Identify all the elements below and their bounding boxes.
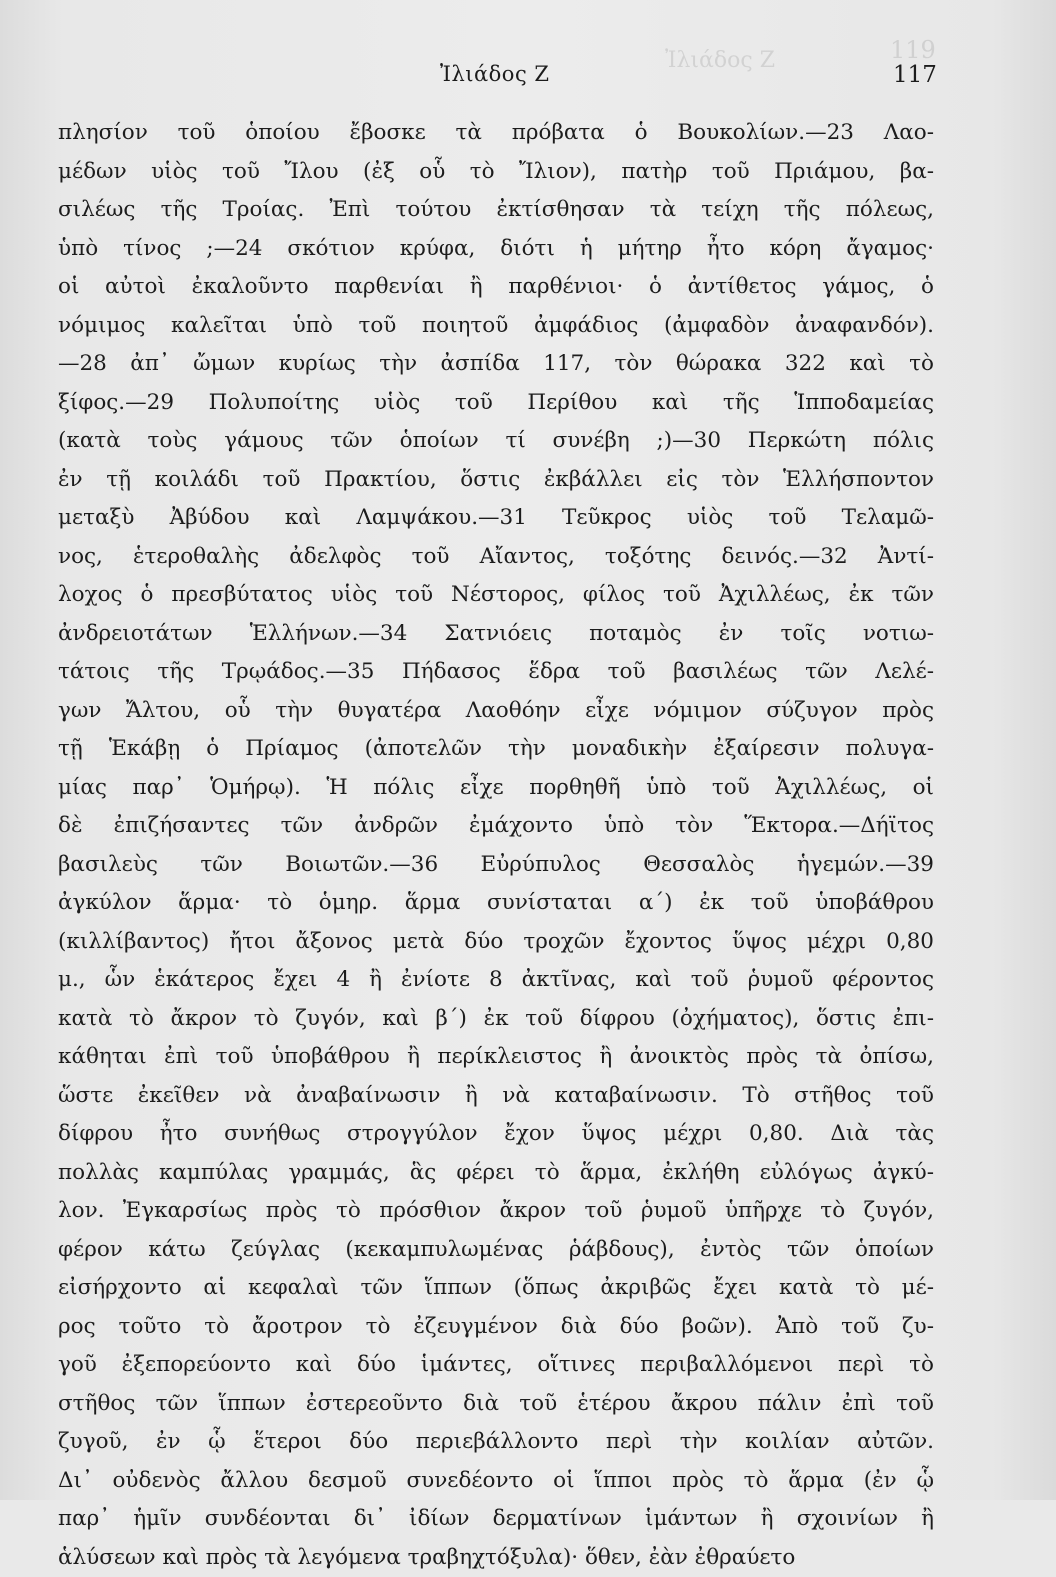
text-line: δίφρου ἦτο συνήθως στρογγύλον ἔχον ὕψος μέχρι 0,80. Διὰ τὰς: [58, 1115, 934, 1154]
text-line: κατὰ τὸ ἄκρον τὸ ζυγόν, καὶ β΄) ἐκ τοῦ δίφρου (ὀχήματος), ὅστις ἐπι-: [58, 1000, 934, 1039]
text-line: μ., ὧν ἑκάτερος ἔχει 4 ἢ ἐνίοτε 8 ἀκτῖνας, καὶ τοῦ ῥυμοῦ φέροντος: [58, 961, 934, 1000]
text-line: γοῦ ἐξεπορεύοντο καὶ δύο ἱμάντες, οἵτινες περιβαλλόμενοι περὶ τὸ: [58, 1346, 934, 1385]
text-line: τάτοις τῆς Τρῳάδος.—35 Πήδασος ἕδρα τοῦ βασιλέως τῶν Λελέ-: [58, 653, 934, 692]
text-line: εἰσήρχοντο αἱ κεφαλαὶ τῶν ἵππων (ὅπως ἀκριβῶς ἔχει κατὰ τὸ μέ-: [58, 1269, 934, 1308]
text-line: νος, ἑτεροθαλὴς ἀδελφὸς τοῦ Αἴαντος, τοξότης δεινός.—32 Ἀντί-: [58, 538, 934, 577]
running-head: Ἰλιάδος Ζ: [440, 62, 549, 86]
text-line: μέδων υἱὸς τοῦ Ἴλου (ἐξ οὗ τὸ Ἴλιον), πατὴρ τοῦ Πριάμου, βα-: [58, 153, 934, 192]
commentary-text: [58, 114, 934, 1577]
text-line: μίας παρ᾿ Ὁμήρῳ). Ἡ πόλις εἶχε πορθηθῆ ὑπὸ τοῦ Ἀχιλλέως, οἱ: [58, 769, 934, 808]
text-line: (κατὰ τοὺς γάμους τῶν ὁποίων τί συνέβη ;)—30 Περκώτη πόλις: [58, 422, 934, 461]
text-line: τῇ Ἑκάβῃ ὁ Πρίαμος (ἀποτελῶν τὴν μοναδικὴν ἐξαίρεσιν πολυγα-: [58, 730, 934, 769]
text-line: Δι᾿ οὐδενὸς ἄλλου δεσμοῦ συνεδέοντο οἱ ἵπποι πρὸς τὸ ἅρμα (ἐν ᾧ: [58, 1462, 934, 1501]
text-line: ἁλύσεων καὶ πρὸς τὰ λεγόμενα τραβηχτόξυλα)· ὅθεν, ἐὰν ἐθραύετο: [58, 1539, 934, 1577]
text-line: βασιλεὺς τῶν Βοιωτῶν.—36 Εὐρύπυλος Θεσσαλὸς ἡγεμών.—39: [58, 846, 934, 885]
text-line: πλησίον τοῦ ὁποίου ἔβοσκε τὰ πρόβατα ὁ Βουκολίων.—23 Λαο-: [58, 114, 934, 153]
text-line: δὲ ἐπιζήσαντες τῶν ἀνδρῶν ἐμάχοντο ὑπὸ τὸν Ἕκτορα.—Δήϊτος: [58, 807, 934, 846]
text-line: ρος τοῦτο τὸ ἄροτρον τὸ ἐζευγμένον διὰ δύο βοῶν). Ἀπὸ τοῦ ζυ-: [58, 1308, 934, 1347]
text-line: ἀνδρειοτάτων Ἑλλήνων.—34 Σατνιόεις ποταμὸς ἐν τοῖς νοτιω-: [58, 615, 934, 654]
page-header: [0, 62, 1056, 92]
text-line: γων Ἄλτου, οὗ τὴν θυγατέρα Λαοθόην εἶχε νόμιμον σύζυγον πρὸς: [58, 692, 934, 731]
text-line: μεταξὺ Ἀβύδου καὶ Λαμψάκου.—31 Τεῦκρος υἱὸς τοῦ Τελαμῶ-: [58, 499, 934, 538]
page-number: 117: [893, 62, 937, 88]
text-line: ὥστε ἐκεῖθεν νὰ ἀναβαίνωσιν ἢ νὰ καταβαίνωσιν. Τὸ στῆθος τοῦ: [58, 1077, 934, 1116]
book-page: Ἰλιάδος Ζ 119 Ἰλιάδος Ζ 117 πλησίον τοῦ ὁποίου ἔβοσκε τὰ πρόβατα ὁ Βουκολίων.—23 Λαο- μέδων υἱὸς τοῦ Ἴλου (ἐξ οὗ τὸ Ἴλιον), πατὴρ τοῦ Πριάμου, βα- σιλέως τῆς Τροίας. Ἐπὶ τούτου ἐκτίσθησαν τὰ τείχη τῆς πόλεως, ὑπὸ τίνος ;—24 σκότιον κρύφα, διότι ἡ μήτηρ ἦτο κόρη ἄγαμος· οἱ αὐτοὶ ἐκαλοῦντο παρθενίαι ἢ παρθένιοι· ὁ ἀντίθετος γάμος, ὁ νόμιμος καλεῖται ὑπὸ τοῦ ποιητοῦ ἀμφάδιος (ἀμφαδὸν ἀναφανδόν). —28 ἀπ᾿ ὤμων κυρίως τὴν ἀσπίδα 117, τὸν θώρακα 322 καὶ τὸ ξίφος.—29 Πολυποίτης υἱὸς τοῦ Περίθου καὶ τῆς Ἱπποδαμείας (κατὰ τοὺς γάμους τῶν ὁποίων τί συνέβη ;)—30 Περκώτη πόλις ἐν τῇ κοιλάδι τοῦ Πρακτίου, ὅστις ἐκβάλλει εἰς τὸν Ἑλλήσποντον μεταξὺ Ἀβύδου καὶ Λαμψάκου.—31 Τεῦκρος υἱὸς τοῦ Τελαμῶ- νος, ἑτεροθαλὴς ἀδελφὸς τοῦ Αἴαντος, τοξότης δεινός.—32 Ἀντί- λοχος ὁ πρεσβύτατος υἱὸς τοῦ Νέστορος, φίλος τοῦ Ἀχιλλέως, ἐκ τῶν ἀνδρειοτάτων Ἑλλήνων.—34 Σατνιόεις ποταμὸς ἐν τοῖς νοτιω- τάτοις τῆς Τρῳάδος.—35 Πήδασος ἕδρα τοῦ βασιλέως τῶν Λελέ- γων Ἄλτου, οὗ τὴν θυγατέρα Λαοθόην εἶχε νόμιμον σύζυγον πρὸς τῇ Ἑκάβῃ ὁ Πρίαμος (ἀποτελῶν τὴν μοναδικὴν ἐξαίρεσιν πολυγα- μίας παρ᾿ Ὁμήρῳ). Ἡ πόλις εἶχε πορθηθῆ ὑπὸ τοῦ Ἀχιλλέως, οἱ δὲ ἐπιζήσαντες τῶν ἀνδρῶν ἐμάχοντο ὑπὸ τὸν Ἕκτορα.—Δήϊτος βασιλεὺς τῶν Βοιωτῶν.—36 Εὐρύπυλος Θεσσαλὸς ἡγεμών.—39 ἀγκύλον ἅρμα· τὸ ὁμηρ. ἅρμα συνίσταται α΄) ἐκ τοῦ ὑποβάθρου (κιλλίβαντος) ἤτοι ἄξονος μετὰ δύο τροχῶν ἔχοντος ὕψος μέχρι 0,80 μ., ὧν ἑκάτερος ἔχει 4 ἢ ἐνίοτε 8 ἀκτῖνας, καὶ τοῦ ῥυμοῦ φέροντος κατὰ τὸ ἄκρον τὸ ζυγόν, καὶ β΄) ἐκ τοῦ δίφρου (ὀχήματος), ὅστις ἐπι- κάθηται ἐπὶ τοῦ ὑποβάθρου ἢ περίκλειστος ἢ ἀνοικτὸς πρὸς τὰ ὀπίσω, ὥστε ἐκεῖθεν νὰ ἀναβαίνωσιν ἢ νὰ καταβαίνωσιν. Τὸ στῆθος τοῦ δίφρου ἦτο συνήθως στρογγύλον ἔχον ὕψος μέχρι 0,80. Διὰ τὰς πολλὰς καμπύλας γραμμάς, ἃς φέρει τὸ ἅρμα, ἐκλήθη εὐλόγως ἀγκύ- λον. Ἐγκαρσίως πρὸς τὸ πρόσθιον ἄκρον τοῦ ῥυμοῦ ὑπῆρχε τὸ ζυγόν, φέρον κάτω ζεύγλας (κεκαμπυλωμένας ῥάβδους), ἐντὸς τῶν ὁποίων εἰσήρχοντο αἱ κεφαλαὶ τῶν ἵππων (ὅπως ἀκριβῶς ἔχει κατὰ τὸ μέ- ρος τοῦτο τὸ ἄροτρον τὸ ἐζευγμένον διὰ δύο βοῶν). Ἀπὸ τοῦ ζυ- γοῦ ἐξεπορεύοντο καὶ δύο ἱμάντες, οἵτινες περιβαλλόμενοι περὶ τὸ στῆθος τῶν ἵππων ἐστερεοῦντο διὰ τοῦ ἑτέρου ἄκρου πάλιν ἐπὶ τοῦ ζυγοῦ, ἐν ᾧ ἕτεροι δύο περιεβάλλοντο περὶ τὴν κοιλίαν αὐτῶν. Δι᾿ οὐδενὸς ἄλλου δεσμοῦ συνεδέοντο οἱ ἵπποι πρὸς τὸ ἅρμα (ἐν ᾧ παρ᾿ ἡμῖν συνδέονται δι᾿ ἰδίων δερματίνων ἱμάντων ἢ σχοινίων ἢ ἁλύσεων καὶ πρὸς τὰ λεγόμενα τραβηχτόξυλα)· ὅθεν, ἐὰν ἐθραύετο: [0, 0, 1056, 1500]
text-line: (κιλλίβαντος) ἤτοι ἄξονος μετὰ δύο τροχῶν ἔχοντος ὕψος μέχρι 0,80: [58, 923, 934, 962]
text-line: ἀγκύλον ἅρμα· τὸ ὁμηρ. ἅρμα συνίσταται α΄) ἐκ τοῦ ὑποβάθρου: [58, 884, 934, 923]
text-line: ἐν τῇ κοιλάδι τοῦ Πρακτίου, ὅστις ἐκβάλλει εἰς τὸν Ἑλλήσποντον: [58, 461, 934, 500]
text-line: οἱ αὐτοὶ ἐκαλοῦντο παρθενίαι ἢ παρθένιοι· ὁ ἀντίθετος γάμος, ὁ: [58, 268, 934, 307]
text-line: ξίφος.—29 Πολυποίτης υἱὸς τοῦ Περίθου καὶ τῆς Ἱπποδαμείας: [58, 384, 934, 423]
text-line: σιλέως τῆς Τροίας. Ἐπὶ τούτου ἐκτίσθησαν τὰ τείχη τῆς πόλεως,: [58, 191, 934, 230]
text-line: ζυγοῦ, ἐν ᾧ ἕτεροι δύο περιεβάλλοντο περὶ τὴν κοιλίαν αὐτῶν.: [58, 1423, 934, 1462]
text-line: κάθηται ἐπὶ τοῦ ὑποβάθρου ἢ περίκλειστος ἢ ἀνοικτὸς πρὸς τὰ ὀπίσω,: [58, 1038, 934, 1077]
text-line: ὑπὸ τίνος ;—24 σκότιον κρύφα, διότι ἡ μήτηρ ἦτο κόρη ἄγαμος·: [58, 230, 934, 269]
text-line: λοχος ὁ πρεσβύτατος υἱὸς τοῦ Νέστορος, φίλος τοῦ Ἀχιλλέως, ἐκ τῶν: [58, 576, 934, 615]
text-line: στῆθος τῶν ἵππων ἐστερεοῦντο διὰ τοῦ ἑτέρου ἄκρου πάλιν ἐπὶ τοῦ: [58, 1385, 934, 1424]
text-line: λον. Ἐγκαρσίως πρὸς τὸ πρόσθιον ἄκρον τοῦ ῥυμοῦ ὑπῆρχε τὸ ζυγόν,: [58, 1192, 934, 1231]
text-line: πολλὰς καμπύλας γραμμάς, ἃς φέρει τὸ ἅρμα, ἐκλήθη εὐλόγως ἀγκύ-: [58, 1154, 934, 1193]
text-line: —28 ἀπ᾿ ὤμων κυρίως τὴν ἀσπίδα 117, τὸν θώρακα 322 καὶ τὸ: [58, 345, 934, 384]
text-line: φέρον κάτω ζεύγλας (κεκαμπυλωμένας ῥάβδους), ἐντὸς τῶν ὁποίων: [58, 1231, 934, 1270]
text-line: παρ᾿ ἡμῖν συνδέονται δι᾿ ἰδίων δερματίνων ἱμάντων ἢ σχοινίων ἢ: [58, 1500, 934, 1539]
text-line: νόμιμος καλεῖται ὑπὸ τοῦ ποιητοῦ ἀμφάδιος (ἀμφαδὸν ἀναφανδόν).: [58, 307, 934, 346]
